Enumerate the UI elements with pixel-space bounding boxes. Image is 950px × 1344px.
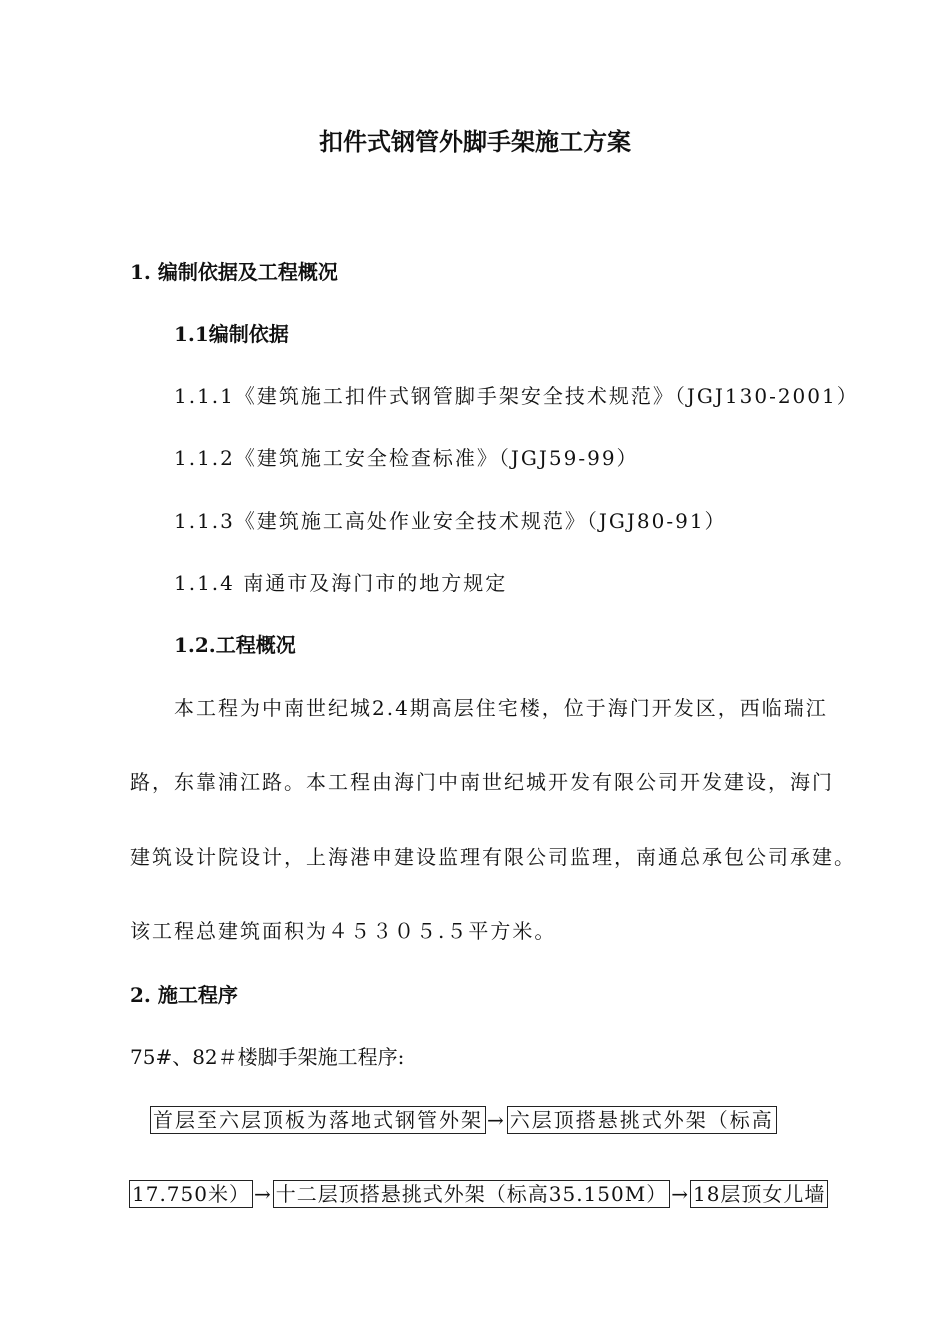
procedure-intro: 75#、82＃楼脚手架施工程序: [130,1045,405,1069]
overview-paragraph-line: 该工程总建筑面积为４５３０５.５平方米。 [130,919,557,943]
flow-step-box: 十二层顶搭悬挑式外架（标高35.150M） [273,1180,670,1208]
section-heading-2: 2. 施工程序 [130,983,238,1007]
flow-step-box: 首层至六层顶板为落地式钢管外架 [150,1106,486,1134]
flow-step-box: 18层顶女儿墙 [690,1180,828,1208]
subsection-heading-1-1: 1.1编制依据 [174,322,289,346]
reference-item: 1.1.2《建筑施工安全检查标准》（JGJ59-99） [174,446,639,470]
reference-item: 1.1.3《建筑施工高处作业安全技术规范》（JGJ80-91） [174,509,727,533]
flow-arrow: → [487,1108,506,1132]
overview-paragraph-line: 本工程为中南世纪城2.4期高层住宅楼，位于海门开发区，西临瑞江 [174,696,828,720]
document-title: 扣件式钢管外脚手架施工方案 [319,127,631,156]
flow-arrow: → [671,1182,689,1206]
flow-step-box: 六层顶搭悬挑式外架（标高 [507,1106,777,1134]
subsection-heading-1-2: 1.2.工程概况 [174,633,296,657]
overview-paragraph-line: 路，东靠浦江路。本工程由海门中南世纪城开发有限公司开发建设，海门 [130,770,834,794]
overview-paragraph-line: 建筑设计院设计，上海港申建设监理有限公司监理，南通总承包公司承建。 [130,845,856,869]
flow-step-box: 17.750米） [129,1180,253,1208]
flow-arrow: → [253,1182,272,1206]
reference-item: 1.1.1《建筑施工扣件式钢管脚手架安全技术规范》（JGJ130-2001） [174,384,859,408]
flow-row-2 [129,1180,828,1208]
section-heading-1: 1. 编制依据及工程概况 [130,260,338,284]
flow-row-1 [150,1106,777,1134]
reference-item: 1.1.4 南通市及海门市的地方规定 [174,571,508,595]
